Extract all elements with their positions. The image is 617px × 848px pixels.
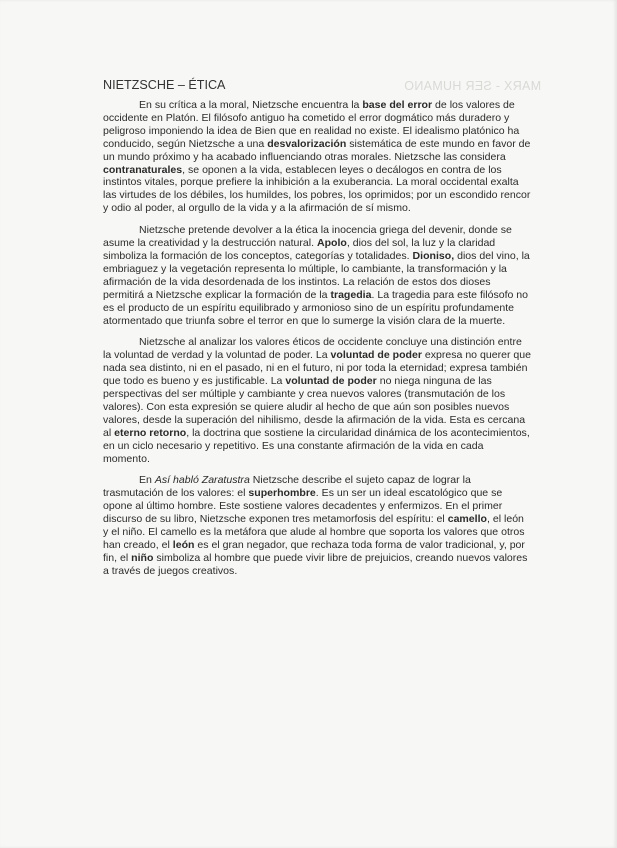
text-run: simboliza al hombre que puede vivir libre de prejuicios, creando nuevos valores a través de juegos creativos. [103, 551, 528, 577]
text-run: no niega ninguna de las perspectivas del ser múltiple y cambiante y crea nuevos valores (transmutación de los valores). Con esta expresión se quiere aludir al hecho de que aún son posibles nuevos valores, desde la superación del nihilismo, desde la afirmación de la vida. Esta es cercana al [103, 375, 526, 439]
text-run: dios del vino, la embriaguez y la vegetación representa lo múltiple, lo cambiante, la transformación y la afirmación de la vida desordenada de los instintos. La relación de estos dos dioses permitirá a Nietzsche explicar la formación de la [103, 249, 530, 301]
bold-term: Dioniso, [412, 249, 455, 262]
text-run: Nietzsche pretende devolver a la ética la inocencia griega del devenir, donde se asume la creatividad y la destrucción natural. [103, 224, 512, 250]
text-run: , el león y el niño. El camello es la metáfora que alude al hombre que soporta los valores que otros han creado, el [103, 513, 525, 551]
text-run: , la doctrina que sostiene la circularidad dinámica de los acontecimientos, en un ciclo necesario y repetitivo. Es una constante afirmación de la vida en cada momento. [103, 426, 530, 465]
bold-term: camello [447, 513, 487, 526]
italic-title: Así habló Zaratustra [154, 474, 250, 487]
text-run: . La tragedia para este filósofo no es el producto de un espíritu equilibrado y armonioso sino de un espíritu profundamente atormentado que triunfa sobre el terror en que lo sumerge la visión clara de la muerte. [103, 288, 529, 327]
paragraph [103, 474, 531, 577]
paragraph [103, 99, 531, 215]
text-run: de los valores de occidente en Platón. El filósofo antiguo ha cometido el error dogmático más duradero y peligroso imponiendo la idea de Bien que en realidad no existe. El idealismo platónico ha conducido, según Nietzsche a una [103, 99, 520, 150]
bold-term: desvalorización [267, 137, 347, 150]
bold-term: superhombre [248, 487, 316, 500]
document-body [103, 78, 531, 587]
text-run: es el gran negador, que rechaza toda forma de valor tradicional, y, por fin, el [103, 539, 525, 564]
bold-term: tragedia [330, 288, 372, 301]
text-run: En su crítica a la moral, Nietzsche encuentra la [139, 99, 363, 111]
text-run: , dios del sol, la luz y la claridad simboliza la formación de los conceptos, categorías y totalidades. [103, 237, 496, 262]
paragraph [103, 336, 531, 465]
bold-term: eterno retorno [114, 426, 187, 439]
bold-term: voluntad de poder [285, 375, 377, 388]
text-run: En [139, 474, 155, 487]
bold-term: contranaturales [103, 163, 183, 176]
bold-term: base del error [362, 99, 433, 111]
text-run: Nietzsche describe el sujeto capaz de lograr la trasmutación de los valores: el [103, 474, 471, 500]
text-run: sistemática de este mundo en favor de un mundo próximo y ha acabado influenciando otras morales. Nietzsche las considera [103, 137, 531, 163]
text-run: . Es un ser un ideal escatológico que se opone al último hombre. Este sostiene valores decadentes y enfermizos. En el primer discurso de su libro, Nietzsche exponen tres metamorfosis del espíritu: el [103, 487, 503, 526]
text-run: expresa no querer que nada sea distinto, ni en el pasado, ni en el futuro, ni por toda la eternidad; expresa también que todo es bueno y es justificable. La [103, 349, 531, 388]
paragraph-list [103, 99, 531, 578]
paragraph [103, 224, 531, 327]
bold-term: león [172, 539, 195, 551]
bold-term: voluntad de poder [330, 349, 422, 362]
page-title: NIETZSCHE – ÉTICA [103, 78, 226, 92]
text-run: , se oponen a la vida, establecen leyes o decálogos en contra de los instintos vitales, porque prefiere la inhibición a la exuberancia. La moral occidental exalta las virtudes de los débiles, los humildes, los pobres, los oprimidos; por un escondido rencor y odio al poder, al orgullo de la vida y a la afirmación de sí mismo. [103, 163, 531, 215]
text-run: Nietzsche al analizar los valores éticos de occidente concluye una distinción entre la voluntad de verdad y la voluntad de poder. La [103, 336, 522, 362]
bold-term: Apolo [316, 237, 347, 250]
bold-term: niño [131, 551, 154, 564]
bleed-through-title: MARX - SER HUMANO [404, 79, 542, 93]
